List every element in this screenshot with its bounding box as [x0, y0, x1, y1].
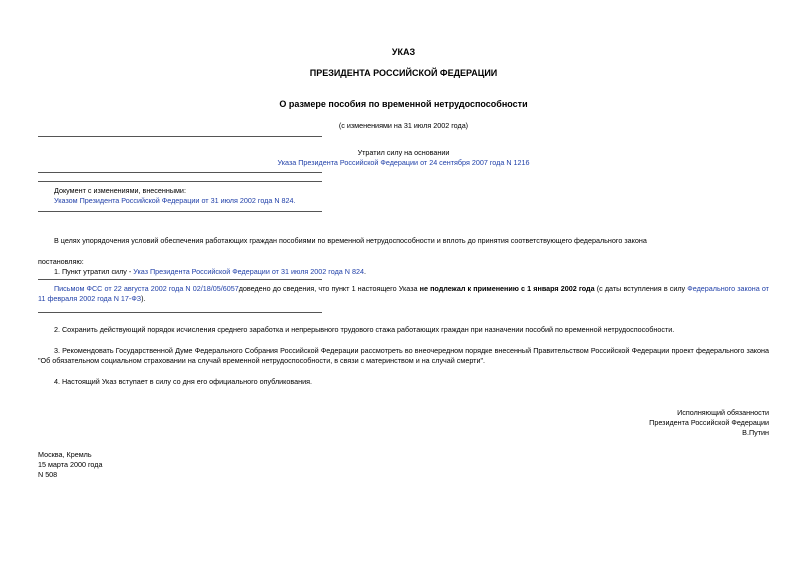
divider: [38, 211, 322, 212]
doc-title: УКАЗ: [391, 47, 416, 57]
divider: [38, 181, 322, 182]
signature-title: Исполняющий обязанности: [677, 408, 769, 417]
fss-note-text: доведено до сведения, что пункт 1 настоящего Указа: [238, 284, 420, 293]
expired-link[interactable]: Указа Президента Российской Федерации от 24 сентября 2007 года N 1216: [277, 158, 530, 167]
fss-note-end: ).: [141, 294, 146, 303]
doc-subject: О размере пособия по временной нетрудоспособности: [279, 99, 528, 109]
p1-link[interactable]: Указ Президента Российской Федерации от 31 июля 2002 года N 824: [133, 267, 364, 276]
signature-name: В.Путин: [742, 428, 769, 437]
fss-note-bold: не подлежал к применению с 1 января 2002 года: [419, 284, 595, 293]
divider: [38, 136, 322, 137]
paragraph-2: 2. Сохранить действующий порядок исчисления среднего заработка и непрерывного трудового стажа работающих граждан при назначении пособий по временной нетрудоспособности.: [54, 325, 675, 334]
amendments-note: (с изменениями на 31 июля 2002 года): [338, 121, 469, 130]
signing-date: 15 марта 2000 года: [38, 460, 103, 469]
paragraph-3: 3. Рекомендовать Государственной Думе Федерального Собрания Российской Федерации рассмотреть во внеочередном порядке внесенный Правительством Российской Федерации проект федерального закона "Об обязательном социальном страховании на случай временной нетрудоспособности, в связи с материнством и на случай смерти".: [38, 346, 769, 365]
divider: [38, 279, 322, 280]
p1-suffix: .: [363, 267, 366, 276]
intro-paragraph: В целях упорядочения условий обеспечения работающих граждан пособиями по временной нетрудоспособности и вплоть до принятия соответствующего федерального закона: [54, 236, 647, 245]
fss-letter-link[interactable]: Письмом ФСС от 22 августа 2002 года N 02/18/05/6057: [54, 284, 239, 293]
fss-note-after: (с даты вступления в силу: [594, 284, 688, 293]
divider: [38, 312, 322, 313]
expired-label: Утратил силу на основании: [357, 148, 450, 157]
p1-prefix: 1. Пункт утратил силу -: [54, 267, 134, 276]
fss-note: [38, 284, 769, 304]
paragraph-4: 4. Настоящий Указ вступает в силу со дня его официального опубликования.: [54, 377, 313, 386]
federal-law-link[interactable]: Федерального закона от 11 февраля 2002 года N 17-ФЗ: [38, 284, 769, 303]
decree-number: N 508: [38, 470, 58, 479]
divider: [38, 172, 322, 173]
decree-word: постановляю:: [38, 257, 84, 266]
signing-place: Москва, Кремль: [38, 450, 92, 459]
paragraph-1: [54, 267, 366, 276]
signature-office: Президента Российской Федерации: [649, 418, 769, 427]
changes-link[interactable]: Указом Президента Российской Федерации от 31 июля 2002 года N 824.: [54, 196, 296, 205]
doc-issuer: ПРЕЗИДЕНТА РОССИЙСКОЙ ФЕДЕРАЦИИ: [309, 68, 498, 78]
changes-label: Документ с изменениями, внесенными:: [54, 186, 186, 195]
